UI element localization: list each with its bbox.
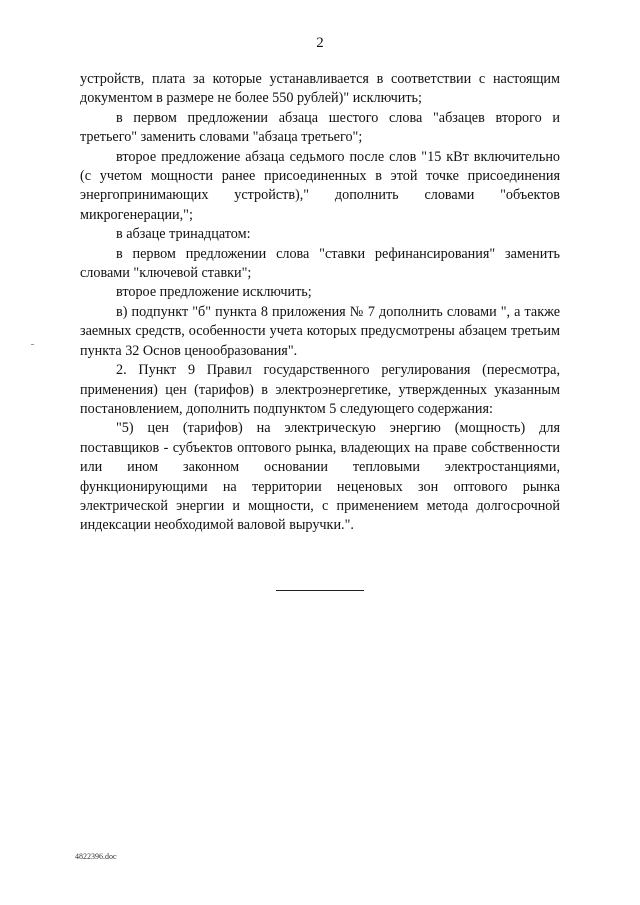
paragraph-key-rate: в первом предложении слова "ставки рефинансирования" заменить словами "ключевой ставки"; — [80, 245, 560, 282]
paragraph-sixth-abzac: в первом предложении абзаца шестого слова "абзацев второго и третьего" заменить словами "абзаца третьего"; — [80, 109, 560, 146]
page-number: 2 — [316, 35, 324, 51]
footer-file-name: 4822396.doc — [75, 852, 117, 861]
paragraph-continuation: устройств, плата за которые устанавливается в соответствии с настоящим документом в размере не более 550 рублей)" исключить; — [80, 71, 560, 107]
paragraph-subpoint-5: "5) цен (тарифов) на электрическую энергию (мощность) для поставщиков - субъектов оптового рынка, владеющих на праве собственности или ином законном основании тепловыми электростанциями, функционирующими на территории неценовых зон оптового рынка электрической энергии и мощности, с применением метода долгосрочной индексации необходимой валовой выручки.". — [80, 420, 560, 534]
paragraph-thirteenth-abzac-heading: в абзаце тринадцатом: — [116, 226, 251, 243]
paragraph-subpoint-v: в) подпункт "б" пункта 8 приложения № 7 дополнить словами ", а также заемных средств, особенности учета которых предусмотрены абзацем третьим пункта 32 Основ ценообразования". — [80, 303, 560, 359]
margin-mark — [31, 344, 34, 345]
paragraph-point-2: 2. Пункт 9 Правил государственного регулирования (пересмотра, применения) цен (тарифов) в электроэнергетике, утвержденных указанным постановлением, дополнить подпунктом 5 следующего содержания: — [80, 362, 560, 417]
document-body — [80, 70, 560, 536]
end-separator-line — [276, 590, 364, 591]
paragraph-seventh-abzac: второе предложение абзаца седьмого после слов "15 кВт включительно (с учетом мощности ранее присоединенных в этой точке присоединения энергопринимающих устройств)," дополнить словами "объектов микрогенерации,"; — [80, 148, 560, 223]
paragraph-exclude-sentence: второе предложение исключить; — [116, 284, 312, 301]
